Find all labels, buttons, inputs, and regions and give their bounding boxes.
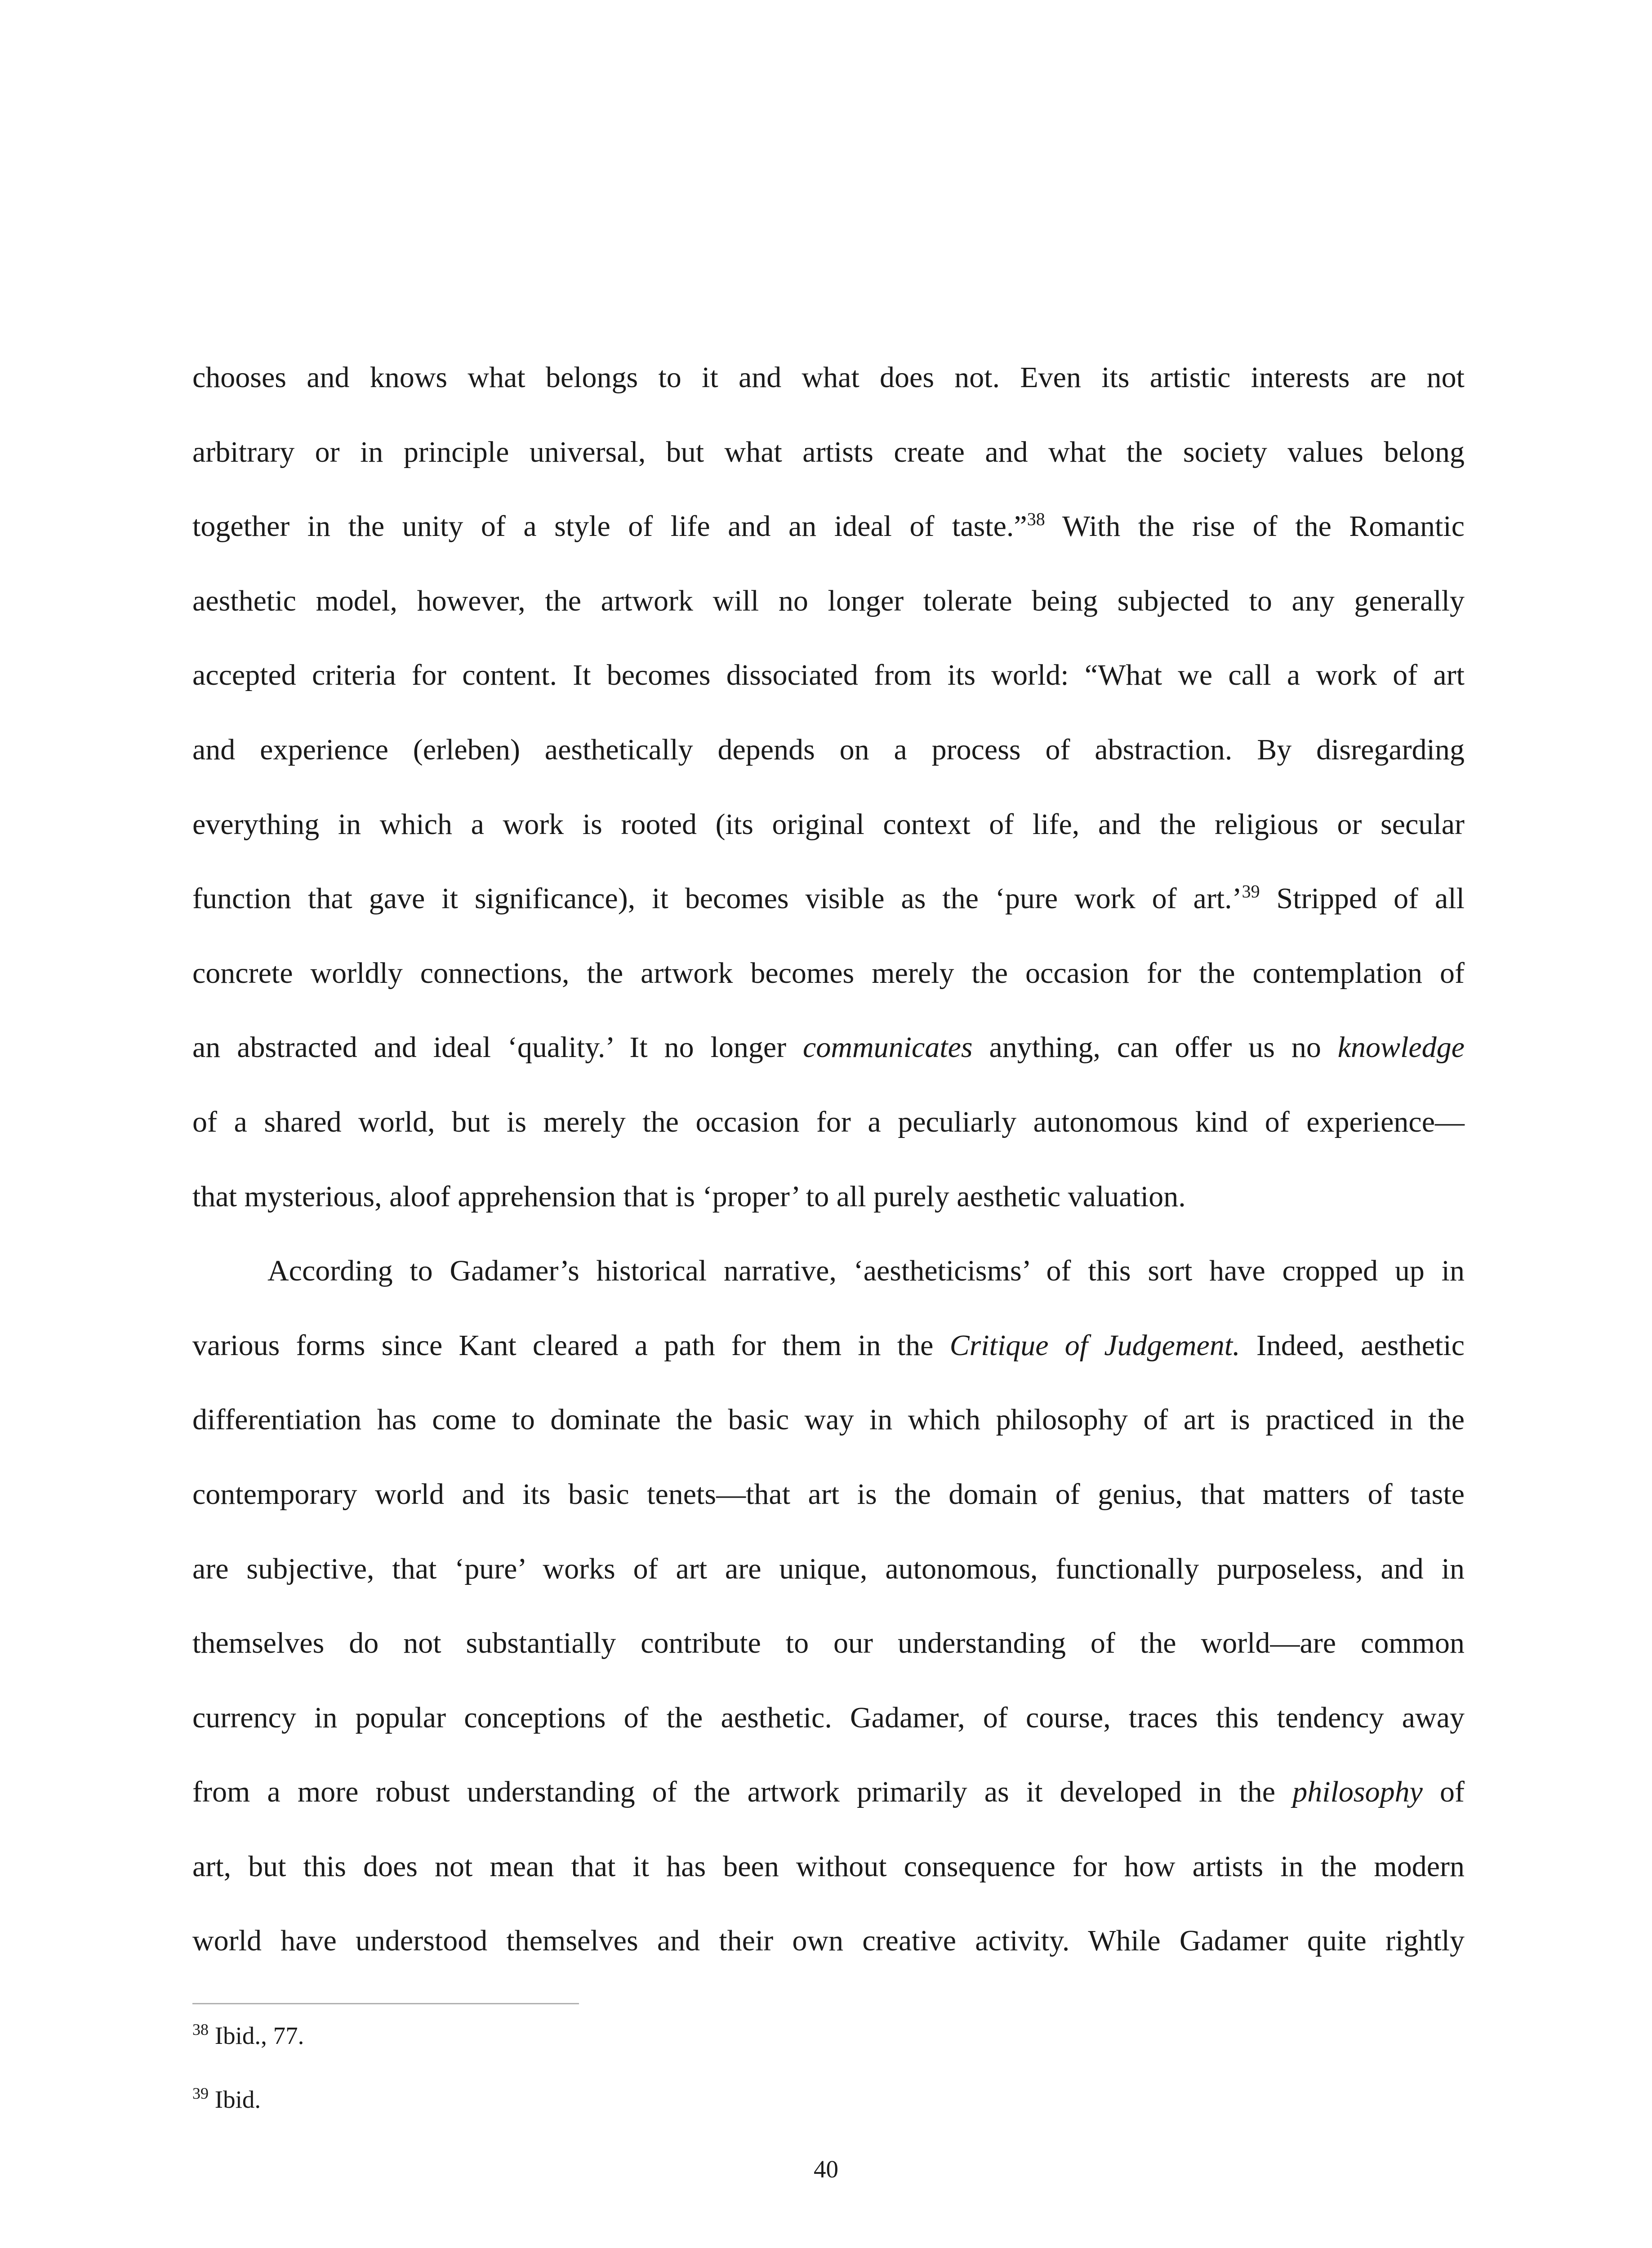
footnote-text: Ibid., 77. (209, 2022, 304, 2049)
paragraph-2-line-10: world have understood themselves and their own creative activity. While Gadamer quite rightly (192, 1924, 1465, 1958)
paragraph-1-line-2: arbitrary or in principle universal, but what artists create and what the society values belong (192, 435, 1465, 468)
footnote-separator (192, 2003, 579, 2004)
text-run: Stripped of all (1260, 882, 1465, 915)
text-run: together in the unity of a style of life and an ideal of taste.” (192, 510, 1027, 543)
paragraph-1-line-5: accepted criteria for content. It becomes dissociated from its world: “What we call a work of art (192, 659, 1465, 692)
paragraph-2-line-8 (192, 1772, 1465, 1847)
paragraph-1-line-7: everything in which a work is rooted (its original context of life, and the religious or secular (192, 807, 1465, 841)
paragraph-1-line-3 (192, 506, 1465, 581)
paragraph-1-line-4: aesthetic model, however, the artwork will no longer tolerate being subjected to any generally (192, 584, 1465, 617)
footnote-number: 39 (192, 2084, 209, 2102)
italic-term: philosophy (1292, 1775, 1423, 1809)
paragraph-1-line-8 (192, 879, 1465, 953)
paragraph-2-line-9: art, but this does not mean that it has been without consequence for how artists in the modern (192, 1850, 1465, 1883)
paragraph-2-line-2 (192, 1325, 1465, 1400)
paragraph-2-line-5: are subjective, that ‘pure’ works of art are unique, autonomous, functionally purposeless, and in (192, 1552, 1465, 1585)
text-run: various forms since Kant cleared a path for them in the (192, 1329, 950, 1362)
footnote-number: 38 (192, 2021, 209, 2038)
paragraph-1-line-6: and experience (erleben) aesthetically depends on a process of abstraction. By disregarding (192, 733, 1465, 766)
paragraph-1-line-1: chooses and knows what belongs to it and what does not. Even its artistic interests are not (192, 361, 1465, 394)
paragraph-2-line-1: According to Gadamer’s historical narrative, ‘aestheticisms’ of this sort have cropped up in (267, 1254, 1465, 1288)
text-run: of (1422, 1775, 1465, 1809)
paragraph-1-line-11: of a shared world, but is merely the occasion for a peculiarly autonomous kind of experience— (192, 1105, 1465, 1138)
text-run: With the rise of the Romantic (1045, 510, 1465, 543)
italic-book-title: Critique of Judgement. (949, 1329, 1240, 1362)
footnote-39 (192, 2084, 261, 2115)
paragraph-1-line-10 (192, 1027, 1465, 1102)
text-run: from a more robust understanding of the artwork primarily as it developed in the (192, 1775, 1293, 1809)
paragraph-2-line-3: differentiation has come to dominate the basic way in which philosophy of art is practiced in the (192, 1403, 1465, 1436)
text-run: an abstracted and ideal ‘quality.’ It no longer (192, 1031, 803, 1064)
body-text (192, 357, 1465, 1995)
footnote-ref-39[interactable]: 39 (1242, 881, 1260, 902)
italic-term: knowledge (1337, 1031, 1465, 1064)
text-run: function that gave it significance), it becomes visible as the ‘pure work of art.’ (192, 882, 1242, 915)
page-number: 40 (814, 2155, 838, 2183)
text-run: anything, can offer us no (972, 1031, 1338, 1064)
text-run: Indeed, aesthetic (1240, 1329, 1465, 1362)
paragraph-2-line-4: contemporary world and its basic tenets—that art is the domain of genius, that matters of taste (192, 1477, 1465, 1511)
paragraph-1-line-9: concrete worldly connections, the artwork becomes merely the occasion for the contemplation of (192, 956, 1465, 990)
footnote-38 (192, 2020, 304, 2052)
paragraph-1-line-12: that mysterious, aloof apprehension that is ‘proper’ to all purely aesthetic valuation. (192, 1180, 1186, 1213)
footnote-ref-38[interactable]: 38 (1027, 509, 1045, 530)
footnote-text: Ibid. (209, 2086, 261, 2113)
paragraph-2-line-7: currency in popular conceptions of the aesthetic. Gadamer, of course, traces this tendency away (192, 1701, 1465, 1734)
paragraph-2-line-6: themselves do not substantially contribute to our understanding of the world—are common (192, 1627, 1465, 1660)
italic-term: communicates (803, 1031, 973, 1064)
